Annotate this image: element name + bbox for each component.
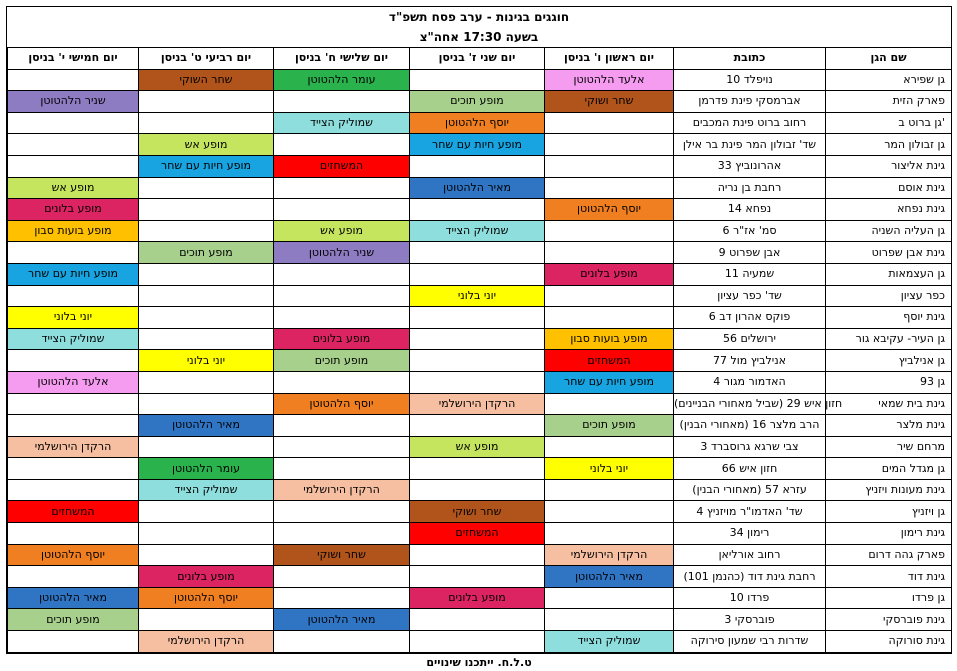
garden-name-cell: גינת רימון: [826, 523, 952, 545]
performance-cell: מופע תוכים: [274, 350, 410, 372]
performance-cell: הרקדן הירושלמי: [410, 393, 545, 415]
garden-name-cell: מרחם שיר: [826, 436, 952, 458]
column-header: יום שני ז' בניסן: [410, 48, 545, 69]
performance-cell: [274, 566, 410, 588]
table-row: [8, 523, 952, 545]
performance-cell: הרקדן הירושלמי: [8, 436, 139, 458]
performance-cell: [410, 242, 545, 264]
table-row: [8, 393, 952, 415]
performance-cell: [139, 307, 274, 329]
performance-cell: מופע תוכים: [410, 91, 545, 113]
table-row: [8, 328, 952, 350]
column-header: יום ראשון ו' בניסן: [545, 48, 674, 69]
performance-cell: [274, 371, 410, 393]
table-row: [8, 544, 952, 566]
garden-name-cell: גינת דוד: [826, 566, 952, 588]
performance-cell: [274, 458, 410, 480]
performance-cell: יוסף הלהטוטן: [410, 112, 545, 134]
address-cell: סמ' אז"ר 6: [674, 220, 826, 242]
garden-name-cell: גן העיר- עקיבא גור: [826, 328, 952, 350]
performance-cell: הרקדן הירושלמי: [274, 479, 410, 501]
garden-name-cell: גינת יוסף: [826, 307, 952, 329]
garden-name-cell: פארק הזית: [826, 91, 952, 113]
performance-cell: הרקדן הירושלמי: [139, 631, 274, 653]
performance-cell: שמוליק הצייד: [410, 220, 545, 242]
performance-cell: [410, 415, 545, 437]
garden-name-cell: גינת פוברסקי: [826, 609, 952, 631]
performance-cell: [410, 371, 545, 393]
performance-cell: [139, 328, 274, 350]
performance-cell: [139, 393, 274, 415]
address-cell: שדרות רבי שמעון סירוקה: [674, 631, 826, 653]
performance-cell: [8, 393, 139, 415]
table-row: [8, 609, 952, 631]
table-row: [8, 371, 952, 393]
performance-cell: מופע חיות עם שחר: [545, 371, 674, 393]
address-cell: נויפלד 10: [674, 69, 826, 91]
performance-cell: [545, 436, 674, 458]
performance-cell: יוסף הלהטוטן: [8, 544, 139, 566]
performance-cell: [545, 155, 674, 177]
performance-cell: [274, 91, 410, 113]
performance-cell: [274, 199, 410, 221]
address-cell: רחבת בן נריה: [674, 177, 826, 199]
performance-cell: [274, 177, 410, 199]
garden-name-cell: גינת בית שמאי: [826, 393, 952, 415]
performance-cell: [274, 263, 410, 285]
table-row: [8, 285, 952, 307]
performance-cell: שמוליק הצייד: [274, 112, 410, 134]
performance-cell: [545, 177, 674, 199]
performance-cell: [545, 220, 674, 242]
performance-cell: שחר ושוקי: [410, 501, 545, 523]
performance-cell: [410, 199, 545, 221]
performance-cell: [8, 631, 139, 653]
table-row: [8, 631, 952, 653]
performance-cell: [545, 587, 674, 609]
performance-cell: [545, 523, 674, 545]
performance-cell: [545, 134, 674, 156]
performance-cell: מופע בלונים: [410, 587, 545, 609]
performance-cell: יוני בלוני: [545, 458, 674, 480]
performance-cell: [410, 69, 545, 91]
garden-name-cell: פארק גהה דרום: [826, 544, 952, 566]
performance-cell: מופע חיות עם שחר: [139, 155, 274, 177]
garden-name-cell: גן אנילביץ: [826, 350, 952, 372]
address-cell: חזון איש 66: [674, 458, 826, 480]
address-cell: רחוב אורליאן: [674, 544, 826, 566]
table-row: [8, 458, 952, 480]
performance-cell: [274, 523, 410, 545]
performance-cell: [8, 523, 139, 545]
table-row: [8, 69, 952, 91]
garden-name-cell: גן 93: [826, 371, 952, 393]
performance-cell: [139, 501, 274, 523]
performance-cell: מופע אש: [139, 134, 274, 156]
performance-cell: [8, 458, 139, 480]
performance-cell: [8, 134, 139, 156]
table-row: [8, 177, 952, 199]
table-row: [8, 501, 952, 523]
performance-cell: [410, 609, 545, 631]
table-row: [8, 134, 952, 156]
performance-cell: יוני בלוני: [410, 285, 545, 307]
performance-cell: [274, 134, 410, 156]
address-cell: אברמסקי פינת פדרמן: [674, 91, 826, 113]
performance-cell: [139, 609, 274, 631]
performance-cell: [545, 479, 674, 501]
performance-cell: שמוליק הצייד: [545, 631, 674, 653]
performance-cell: [8, 566, 139, 588]
performance-cell: מאיר הלהטוטן: [139, 415, 274, 437]
performance-cell: שחר ושוקי: [274, 544, 410, 566]
performance-cell: [139, 523, 274, 545]
performance-cell: מופע בלונים: [8, 199, 139, 221]
table-row: [8, 155, 952, 177]
garden-name-cell: גן ויזניץ: [826, 501, 952, 523]
performance-cell: מופע בועות סבון: [8, 220, 139, 242]
performance-cell: שמוליק הצייד: [139, 479, 274, 501]
garden-name-cell: גן זבולון המר: [826, 134, 952, 156]
garden-name-cell: גינת מלצר: [826, 415, 952, 437]
garden-name-cell: גן ברוט ב': [826, 112, 952, 134]
table-row: [8, 479, 952, 501]
address-cell: שמעיה 11: [674, 263, 826, 285]
address-cell: אהרונוביץ 33: [674, 155, 826, 177]
performance-cell: [410, 544, 545, 566]
performance-cell: [139, 177, 274, 199]
performance-cell: [139, 544, 274, 566]
performance-cell: [8, 415, 139, 437]
performance-cell: יוני בלוני: [139, 350, 274, 372]
performance-cell: מופע אש: [8, 177, 139, 199]
performance-cell: מאיר הלהטוטן: [274, 609, 410, 631]
performance-cell: המשחזים: [410, 523, 545, 545]
performance-cell: שניר הלהטוטן: [274, 242, 410, 264]
table-row: [8, 436, 952, 458]
table-body: [8, 69, 952, 652]
table-row: [8, 566, 952, 588]
performance-cell: המשחזים: [8, 501, 139, 523]
performance-cell: יוסף הלהטוטן: [139, 587, 274, 609]
performance-cell: [274, 436, 410, 458]
performance-cell: מופע בלונים: [545, 263, 674, 285]
performance-cell: מאיר הלהטוטן: [8, 587, 139, 609]
address-cell: אנילביץ מול 77: [674, 350, 826, 372]
performance-cell: [8, 69, 139, 91]
performance-cell: מופע בלונים: [274, 328, 410, 350]
address-cell: אבן שפרוט 9: [674, 242, 826, 264]
performance-cell: [139, 91, 274, 113]
performance-cell: [410, 458, 545, 480]
address-cell: הרב מלצר 16 (מאחורי הבנין): [674, 415, 826, 437]
performance-cell: מופע תוכים: [8, 609, 139, 631]
performance-cell: [545, 609, 674, 631]
performance-cell: מופע אש: [410, 436, 545, 458]
performance-cell: [410, 328, 545, 350]
address-cell: חזון איש 29 (שביל מאחורי הבניינים): [674, 393, 826, 415]
schedule-sheet: [6, 6, 952, 669]
performance-cell: [139, 371, 274, 393]
address-cell: שד' כפר עציון: [674, 285, 826, 307]
table-row: [8, 91, 952, 113]
performance-cell: [410, 263, 545, 285]
performance-cell: [274, 415, 410, 437]
address-cell: ירושלים 56: [674, 328, 826, 350]
performance-cell: יוסף הלהטוטן: [274, 393, 410, 415]
address-cell: פוברסקי 3: [674, 609, 826, 631]
performance-cell: [274, 307, 410, 329]
performance-cell: [410, 350, 545, 372]
table-row: [8, 242, 952, 264]
performance-cell: יוסף הלהטוטן: [545, 199, 674, 221]
performance-cell: יוני בלוני: [8, 307, 139, 329]
table-row: [8, 307, 952, 329]
performance-cell: [8, 479, 139, 501]
table-row: [8, 415, 952, 437]
performance-cell: [410, 566, 545, 588]
address-cell: שד' זבולון המר פינת בר אילן: [674, 134, 826, 156]
performance-cell: אלעד הלהטוטן: [545, 69, 674, 91]
performance-cell: [410, 631, 545, 653]
performance-cell: [139, 436, 274, 458]
performance-cell: [274, 587, 410, 609]
performance-cell: [545, 307, 674, 329]
performance-cell: מופע תוכים: [545, 415, 674, 437]
performance-cell: [545, 112, 674, 134]
table-row: [8, 220, 952, 242]
garden-name-cell: גן העליה השניה: [826, 220, 952, 242]
garden-name-cell: גינת אבן שפרוט: [826, 242, 952, 264]
performance-cell: [139, 199, 274, 221]
table-row: [8, 199, 952, 221]
performance-cell: [274, 285, 410, 307]
performance-cell: [8, 350, 139, 372]
performance-cell: [545, 242, 674, 264]
performance-cell: שניר הלהטוטן: [8, 91, 139, 113]
garden-name-cell: גינת אוסם: [826, 177, 952, 199]
performance-cell: [139, 263, 274, 285]
performance-cell: [545, 501, 674, 523]
address-cell: רימון 34: [674, 523, 826, 545]
address-cell: רחבת גינת דוד (כהנמן 101): [674, 566, 826, 588]
address-cell: פוקס אהרון דב 6: [674, 307, 826, 329]
footer-note: ט.ל.ח. ייתכנו שינויים: [7, 653, 951, 671]
performance-cell: [8, 242, 139, 264]
garden-name-cell: גינת אליצור: [826, 155, 952, 177]
address-cell: שד' האדמו"ר מויזניץ 4: [674, 501, 826, 523]
garden-name-cell: גן העצמאות: [826, 263, 952, 285]
performance-cell: שמוליק הצייד: [8, 328, 139, 350]
performance-cell: מאיר הלהטוטן: [410, 177, 545, 199]
address-cell: צבי שרגא גרוסברד 3: [674, 436, 826, 458]
garden-name-cell: גן פרדו: [826, 587, 952, 609]
garden-name-cell: גן שפירא: [826, 69, 952, 91]
subtitle-time: בשעה 17:30 אחה"צ: [419, 30, 539, 44]
address-cell: נפחא 14: [674, 199, 826, 221]
performance-cell: [139, 285, 274, 307]
performance-cell: [274, 501, 410, 523]
performance-cell: [410, 479, 545, 501]
address-cell: עזרא 57 (מאחורי הבנין): [674, 479, 826, 501]
performance-cell: מופע אש: [274, 220, 410, 242]
performance-cell: מופע בועות סבון: [545, 328, 674, 350]
title-block: [7, 7, 951, 48]
performance-cell: אלעד הלהטוטן: [8, 371, 139, 393]
performance-cell: [410, 307, 545, 329]
table-row: [8, 112, 952, 134]
column-header: יום רביעי ט' בניסן: [139, 48, 274, 69]
performance-cell: [8, 155, 139, 177]
performance-cell: מאיר הלהטוטן: [545, 566, 674, 588]
garden-name-cell: גינת מעונות ויזניץ: [826, 479, 952, 501]
column-header: כתובת: [674, 48, 826, 69]
performance-cell: הרקדן הירושלמי: [545, 544, 674, 566]
performance-cell: [274, 631, 410, 653]
performance-cell: [139, 112, 274, 134]
performance-cell: המשחזים: [274, 155, 410, 177]
address-cell: רחוב ברוט פינת המכבים: [674, 112, 826, 134]
garden-name-cell: כפר עציון: [826, 285, 952, 307]
performance-cell: [8, 285, 139, 307]
table-row: [8, 350, 952, 372]
performance-cell: [410, 155, 545, 177]
performance-cell: מופע חיות עם שחר: [410, 134, 545, 156]
performance-cell: [139, 220, 274, 242]
table-row: [8, 263, 952, 285]
performance-cell: [545, 285, 674, 307]
performance-cell: עומר הלהטוטן: [139, 458, 274, 480]
performance-cell: שחר ושוקי: [545, 91, 674, 113]
garden-name-cell: גינת סורוקה: [826, 631, 952, 653]
garden-name-cell: גן מגדל המים: [826, 458, 952, 480]
schedule-table: [7, 48, 952, 653]
performance-cell: המשחזים: [545, 350, 674, 372]
column-header: שם הגן: [826, 48, 952, 69]
column-header: יום שלישי ח' בניסן: [274, 48, 410, 69]
column-header: יום חמישי י' בניסן: [8, 48, 139, 69]
header-row: [8, 48, 952, 69]
main-title: חוגגים בגינות - ערב פסח תשפ"ד: [388, 10, 570, 24]
address-cell: האדמור מגור 4: [674, 371, 826, 393]
performance-cell: מופע בלונים: [139, 566, 274, 588]
performance-cell: [8, 112, 139, 134]
performance-cell: מופע חיות עם שחר: [8, 263, 139, 285]
garden-name-cell: גינת נפחא: [826, 199, 952, 221]
address-cell: פרדו 10: [674, 587, 826, 609]
performance-cell: עומר הלהטוטן: [274, 69, 410, 91]
performance-cell: שחר השוקי: [139, 69, 274, 91]
performance-cell: [545, 393, 674, 415]
performance-cell: מופע תוכים: [139, 242, 274, 264]
table-row: [8, 587, 952, 609]
